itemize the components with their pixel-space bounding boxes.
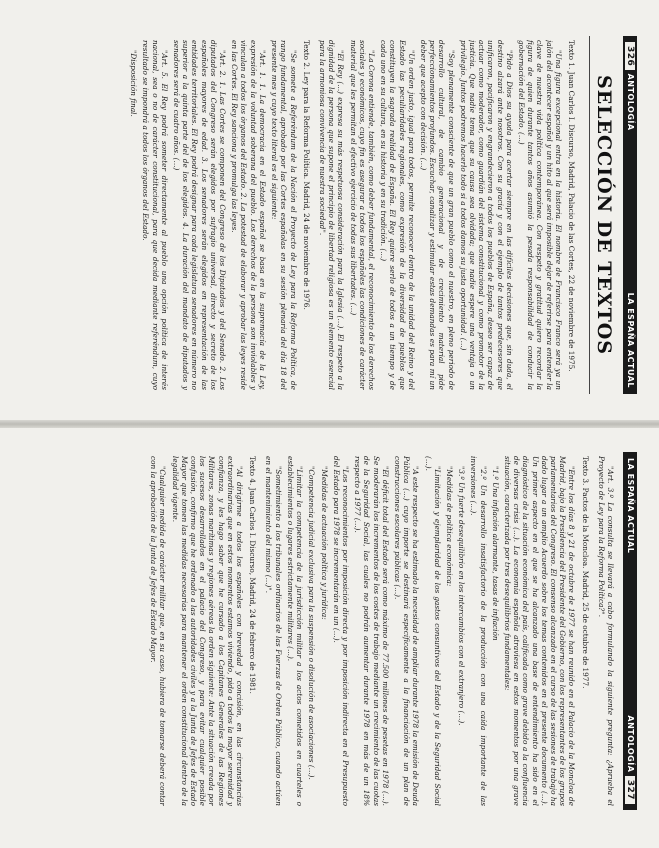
right-page (0, 424, 659, 848)
text-heading: Texto 1. Juan Carlos I. Discurso, Madrid, Palacio de las Cortes, 22 de noviembre de 1975. (567, 40, 576, 372)
running-head-section: ANTOLOGÍA (626, 715, 635, 773)
paragraph: "Entre los días 8 y 21 de octubre de 1977 se han reunido en el Palacio de la Moncloa de Madrid, bajo la Presidencia del Presidente del Gobierno, con los representantes de los grupos parlamentarios del Congreso. El consenso alcanzado en el curso de las sesiones de trabajo ha dado lugar a un amplio Acuerdo sobre los temas contenidos en el presente documento (...). Un primer aspecto en el que se ha alcanzado una base de entendimiento ha sido en el diagnóstico de la situación económica del país, calificada como grave debido a la confluencia de diversas crisis (...). La economía española atraviesa en estos momentos por una grave situación, caracterizada por tres desequilibrios fundamentales: (502, 456, 577, 806)
paragraph: "La Corona entiende, también, como deber fundamental, el reconocimiento de los derechos sociales y económicos, cuyo fin es asegurar a todos los españoles las condiciones de carácter material que les permitan el efectivo ejercicio de todas sus libertades. (...) (348, 40, 376, 390)
paragraph: "Cualquier medida de carácter militar que, en su caso, hubiera de tomarse deberá contar con la aprobación de la Junta de Jefes de Estado Mayor. (149, 456, 168, 806)
paragraph: "Competencia judicial exclusiva para la suspensión o disolución de asociaciones (...). (307, 466, 317, 780)
paragraph: "A este respecto se ha estimado la necesidad de ampliar durante 1978 la emisión de Deuda Pública (...) cuyo importe se destinará específicamente a la financiación de un plan de construcciones escolares públicas (...). (392, 456, 421, 806)
paragraph: "Art. 5. El Rey podrá someter directamente al pueblo una opción política de interés nacional, sea o no de carácter constitucional, para que decida mediante referéndum, cuyo resultado se impondrá a todos los órganos del Estado. (141, 40, 169, 390)
text-heading: Texto 4. Juan Carlos I. Discurso, Madrid, 24 de febrero de 1981. (248, 456, 258, 694)
paragraph: "Un orden justo, igual para todos, permite reconocer dentro de la unidad del Reino y del Estado las peculiaridades regionales, como expresión de la diversidad de pueblos que constituyen la sagrada realidad de España. El Rey quiere serlo de todos a un tiempo y de cada uno en su cultura, en su historia y en su tradición. (...) (379, 40, 416, 390)
page-number: 326 (625, 42, 635, 70)
right-running-head (623, 452, 637, 810)
running-head-section: ANTOLOGÍA (626, 73, 635, 131)
paragraph: "Limitar la competencia de la jurisdicción militar a los actos cometidos en cuarteles o establecimientos o lugares estrictamente militares (...). (285, 456, 305, 806)
paragraph: "Soy plenamente consciente de que un gran pueblo como el nuestro, en pleno periodo de desarrollo cultural, de cambio generacional y de crecimiento material pide perfeccionamientos profundos. Escuchar, canalizar y estimular estas demandas es para mí un deber que acepto con decisión. (...) (418, 40, 456, 390)
paragraph: "El Rey (...) expresa su más respetuosa consideración para la Iglesia (...). El respeto a la dignidad de la persona que supone el principio de libertad religiosa es un elemento esencial para la armoniosa convivencia de nuestra sociedad". (317, 40, 346, 390)
paragraph: "El déficit total del Estado será como máximo de 77.500 millones de pesetas en 1978 (...). Se moderarán los incrementos de los costes de trabajo mediante un crecimiento de las cuotas de la Seguridad Social, las cuales no podrán aumentar durante 1978 en más de un 18% respecto a 1977 (...). (353, 456, 390, 806)
left-running-head (623, 36, 637, 394)
paragraph: "Una figura excepcional entra en la historia. El nombre de Francisco Franco será ya un jalón del acontecer español y un hito al que será imposible dejar de referirse para entender la clave de nuestra vida política contemporánea. Con respeto y gratitud quiero recordar la figura de quien durante tantos años asumió la pesada responsabilidad de conducir la gobernación del Estado. (...) (516, 40, 563, 390)
section-title: SELECCIÓN DE TEXTOS (589, 36, 615, 394)
left-body-text (23, 40, 583, 390)
paragraph: "Sometimiento a los tribunales ordinarios de las Fuerzas de Orden Público, cuando actúen en el mantenimiento del mismo (...)". (264, 456, 283, 806)
paragraph: "Al dirigirme a todos los españoles con brevedad y concisión, en las circunstancias extraordinarias que en estos momentos estamos viviendo, pido a todos la mayor serenidad y confianza, y les hago saber que he cursado a los Capitanes Generales de las Regiones Militares, zonas marítimas y regiones aéreas la orden siguiente: Ante la situación creada por los sucesos desarrollados en el palacio del Congreso, y para evitar cualquier posible confusión, confirmo que he ordenado a las autoridades civiles y a la Junta de Jefes de Estado Mayor que tomen las medidas necesarias para mantener el orden constitucional dentro de la legalidad vigente. (170, 456, 245, 806)
running-head-book: LA ESPAÑA ACTUAL (626, 458, 635, 554)
paragraph: "Los reconocimientos por imposición directa y por imposición indirecta en el Presupuesto del Estado para 1978 se incrementarán en un (...). (331, 456, 350, 806)
paragraph: "Art. 2. 1. Las Cortes se componen del Congreso de los Diputados y del Senado. 2. Los diputados del Congreso serán elegidos por sufragio universal, directo y secreto de los españoles mayores de edad. 3. Los senadores serán elegidos en representación de las entidades territoriales. El Rey podrá designar para cada legislatura senadores en número no superior a la quinta parte del de los elegidos. 4. La duración del mandato de diputados y senadores será de cuatro años. (...) (172, 40, 228, 390)
running-head-book: LA ESPAÑA ACTUAL (626, 292, 635, 388)
paragraph: "Art. 1. 1. La democracia en el Estado español se basa en la supremacía de la Ley, expresión de la voluntad soberana del pueblo. Los derechos de la persona son inviolables y vinculan a todos los órganos del Estado. 2. La potestad de elaborar y aprobar las leyes reside en las Cortes. El Rey sanciona y promulga las leyes. (230, 40, 267, 390)
text-heading: Texto 2. Ley para la Reforma Política. Madrid, 24 de noviembre de 1976. (301, 40, 311, 310)
paragraph: "Medidas de política económica: (444, 466, 454, 587)
right-body-text (25, 456, 615, 806)
text-heading: Texto 3. Pactos de la Moncloa. Madrid, 25 de octubre de 1977. (580, 456, 590, 689)
paragraph: "2.º Un desarrollo insatisfactorio de la producción con una caída importante de las inversiones (...). (469, 456, 488, 806)
paragraph: "Medidas de actuación política y jurídica: (319, 466, 329, 620)
paragraph: "Limitación y ejemplaridad de los gastos consuntivos del Estado y de la Seguridad Social (...). (423, 456, 442, 806)
page-number: 327 (625, 776, 635, 804)
paragraph: "1.º Una inflación alarmante, tasas de inflación (490, 466, 500, 641)
paragraph: "Disposición final. (129, 50, 139, 117)
paragraph: "Se somete a Referéndum de la Nación el Proyecto de Ley para la Reforma Política, de rango fundamental, aprobado por las Cortes españolas en su sesión plenaria del día 18 del presente mes y cuyo texto literal es el siguiente: (270, 40, 298, 390)
paragraph: "Art. 3.º La consulta se llevará a cabo formulando la siguiente pregunta: ¿Aprueba el Proyecto de Ley para la Reforma Política?". (596, 456, 615, 806)
paragraph: "3.º Un fuerte desequilibrio en los intercambios con el extranjero (...). (457, 466, 467, 726)
paragraph: "Pido a Dios su ayuda para acertar siempre en las difíciles decisiones que, sin duda, el destino alzará ante nosotros. Con su gracia y con el ejemplo de tantos predecesores que unificaron, pacificaron y engrandecieron a todos los pueblos de España, deseo ser capaz de actuar como moderador, como guardián del sistema constitucional y como promotor de la justicia. Que nadie tema que su causa sea olvidada; que nadie espere una ventaja o un privilegio. Juntos podremos hacerlo todo si a todos damos su justa oportunidad. (...) (458, 40, 514, 390)
